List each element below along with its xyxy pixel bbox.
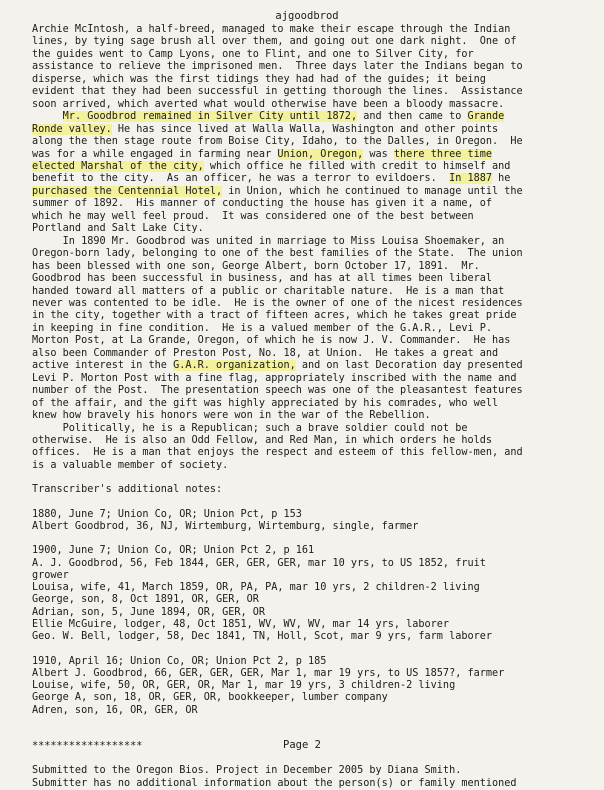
text-span: he: [492, 173, 511, 185]
text-line: never was contented to be idle. He is the owner of one of the nicest residences: [32, 297, 523, 309]
census-entry: A. J. Goodbrod, 56, Feb 1844, GER, GER, GER, mar 10 yrs, to US 1852, fruit: [32, 557, 486, 569]
text-line: Levi P. Morton Post with a fine flag, appropriately inscribed with the name and: [32, 372, 517, 384]
census-record: [32, 656, 582, 717]
highlighted-text: Union, Oregon,: [277, 148, 364, 160]
text-line: in keeping in fine condition. He is a valued member of the G.A.R., Levi P.: [32, 322, 493, 334]
highlighted-text: purchased the Centennial Hotel,: [32, 185, 223, 197]
text-line: is a valuable member of society.: [32, 459, 229, 471]
notes-title: Transcriber's additional notes:: [32, 484, 223, 496]
census-entry: Albert J. Goodbrod, 66, GER, GER, GER, Mar 1, mar 19 yrs, to US 1857?, farmer: [32, 667, 505, 679]
submission-line: Submitter has no additional information about the person(s) or family mentioned: [32, 777, 517, 789]
highlighted-text: elected Marshal of the city,: [32, 160, 204, 172]
text-line: offices. He is a man that enjoys the respect and esteem of this fellow-men, and: [32, 447, 523, 459]
text-span: which office he filled with credit to himself and: [203, 160, 511, 172]
census-entry: Louise, wife, 50, OR, GER, OR, Mar 1, mar 19 yrs, 3 children-2 living: [32, 680, 456, 692]
highlighted-text: there three time: [393, 148, 493, 160]
text-line: In 1890 Mr. Goodbrod was united in marriage to Miss Louisa Shoemaker, an: [32, 235, 505, 247]
census-heading: 1900, June 7; Union Co, OR; Union Pct 2, p 161: [32, 545, 315, 557]
text-span: was for a while engaged in farming near: [32, 148, 278, 160]
text-span: benefit to the city. As an officer, he was a terror to evildoers.: [32, 173, 450, 185]
text-line: summer of 1892. His manner of conducting the house has given it a name, of: [32, 198, 493, 210]
text-line: Morton Post, at La Grande, Oregon, of which he is now J. V. Commander. He has: [32, 335, 511, 347]
census-entry: Geo. W. Bell, lodger, 58, Dec 1841, TN, Holl, Scot, mar 9 yrs, farm laborer: [32, 631, 493, 643]
text-line: [32, 173, 582, 185]
census-entry: Louisa, wife, 41, March 1859, OR, PA, PA, mar 10 yrs, 2 children-2 living: [32, 582, 480, 594]
census-heading: 1910, April 16; Union Co, OR; Union Pct 2, p 185: [32, 655, 327, 667]
submission-note: [32, 765, 582, 790]
text-line: assistance to relieve the imprisoned men. Three days later the Indians began to: [32, 61, 523, 73]
census-entry: Adrian, son, 5, June 1894, OR, GER, OR: [32, 606, 266, 618]
text-line: has been blessed with one son, George Albert, born October 17, 1891. Mr.: [32, 260, 480, 272]
text-line: which he may well feel proud. It was considered one of the best between: [32, 210, 474, 222]
text-line: in the city, together with a tract of fifteen acres, which he takes great pride: [32, 310, 517, 322]
text-span: and on last Decoration day presented: [295, 360, 523, 372]
text-line: Archie McIntosh, a half-breed, managed to make their escape through the Indian: [32, 24, 511, 35]
text-span: and then came to: [357, 111, 468, 123]
text-span: was: [363, 148, 394, 160]
census-entry: George A, son, 18, OR, GER, OR, bookkeeper, lumber company: [32, 692, 388, 704]
text-line: disperse, which was the first tidings they had had of the guides; it being: [32, 73, 486, 85]
text-line: [32, 186, 582, 198]
transcriber-notes: [32, 484, 582, 717]
separator-line: ******************: [32, 741, 143, 753]
text-line: Goodbrod has been successful in business, and has at all times been liberal: [32, 273, 493, 285]
census-record: [32, 545, 582, 643]
text-line: [32, 149, 582, 161]
text-span: [32, 111, 63, 122]
text-line: [32, 161, 582, 173]
census-entry: Ellie McGuire, lodger, 48, Oct 1851, WV, WV, WV, mar 14 yrs, laborer: [32, 618, 450, 630]
text-line: [32, 124, 582, 136]
text-line: Politically, he is a Republican; such a brave soldier could not be: [32, 422, 468, 434]
text-line: otherwise. He is also an Odd Fellow, and Red Man, in which orders he holds: [32, 434, 493, 446]
highlighted-text: Mr. Goodbrod remained in Silver City until 1872,: [62, 111, 358, 123]
highlighted-text: In 1887: [449, 173, 493, 185]
text-line: the guides went to Camp Lyons, one to Flint, and one to Silver City, for: [32, 48, 474, 60]
census-entry: Albert Goodbrod, 36, NJ, Wirtemburg, Wirtemburg, single, farmer: [32, 520, 419, 532]
text-line: soon arrived, which averted what would otherwise have been a bloody massacre.: [32, 98, 505, 110]
text-line: Portland and Salt Lake City.: [32, 223, 204, 235]
highlighted-text: G.A.R. organization,: [173, 360, 296, 372]
text-line: lines, by tying sage brush all over them, and going out one dark night. One of: [32, 36, 517, 48]
biography-text: [32, 24, 582, 472]
highlighted-text: Ronde valley.: [32, 123, 112, 135]
text-line: handed toward all matters of a public or charitable nature. He is a man that: [32, 285, 505, 297]
text-line: of the affair, and the gift was highly appreciated by his comrades, who well: [32, 397, 499, 409]
page-number: Page 2: [283, 739, 321, 751]
highlighted-text: Grande: [467, 111, 505, 123]
text-line: [32, 360, 582, 372]
text-span: in Union, which he continued to manage until the: [222, 185, 523, 197]
text-span: He has since lived at Walla Walla, Washington and other points: [111, 123, 499, 135]
census-entry: Adren, son, 16, OR, GER, OR: [32, 704, 198, 716]
text-line: Oregon-born lady, belonging to one of the best families of the State. The union: [32, 248, 523, 260]
census-heading: 1880, June 7; Union Co, OR; Union Pct, p 153: [32, 508, 302, 520]
text-line: [32, 111, 582, 123]
census-entry: George, son, 8, Oct 1891, OR, GER, OR: [32, 594, 259, 606]
census-entry: grower: [32, 569, 69, 581]
text-line: also been Commander of Preston Post, No. 18, at Union. He takes a great and: [32, 347, 499, 359]
text-line: knew how bravely his honors were won in the war of the Rebellion.: [32, 410, 431, 422]
text-line: along the then stage route from Boise City, Idaho, to the Dalles, in Oregon. He: [32, 136, 523, 148]
document-header: ajgoodbrod: [275, 10, 339, 22]
text-span: active interest in the: [32, 360, 174, 372]
submission-line: Submitted to the Oregon Bios. Project in December 2005 by Diana Smith.: [32, 765, 462, 777]
census-record: [32, 509, 582, 534]
text-line: evident that they had been successful in getting thorough the lines. Assistance: [32, 86, 523, 98]
text-line: number of the Post. The presentation speech was one of the pleasantest features: [32, 385, 523, 397]
